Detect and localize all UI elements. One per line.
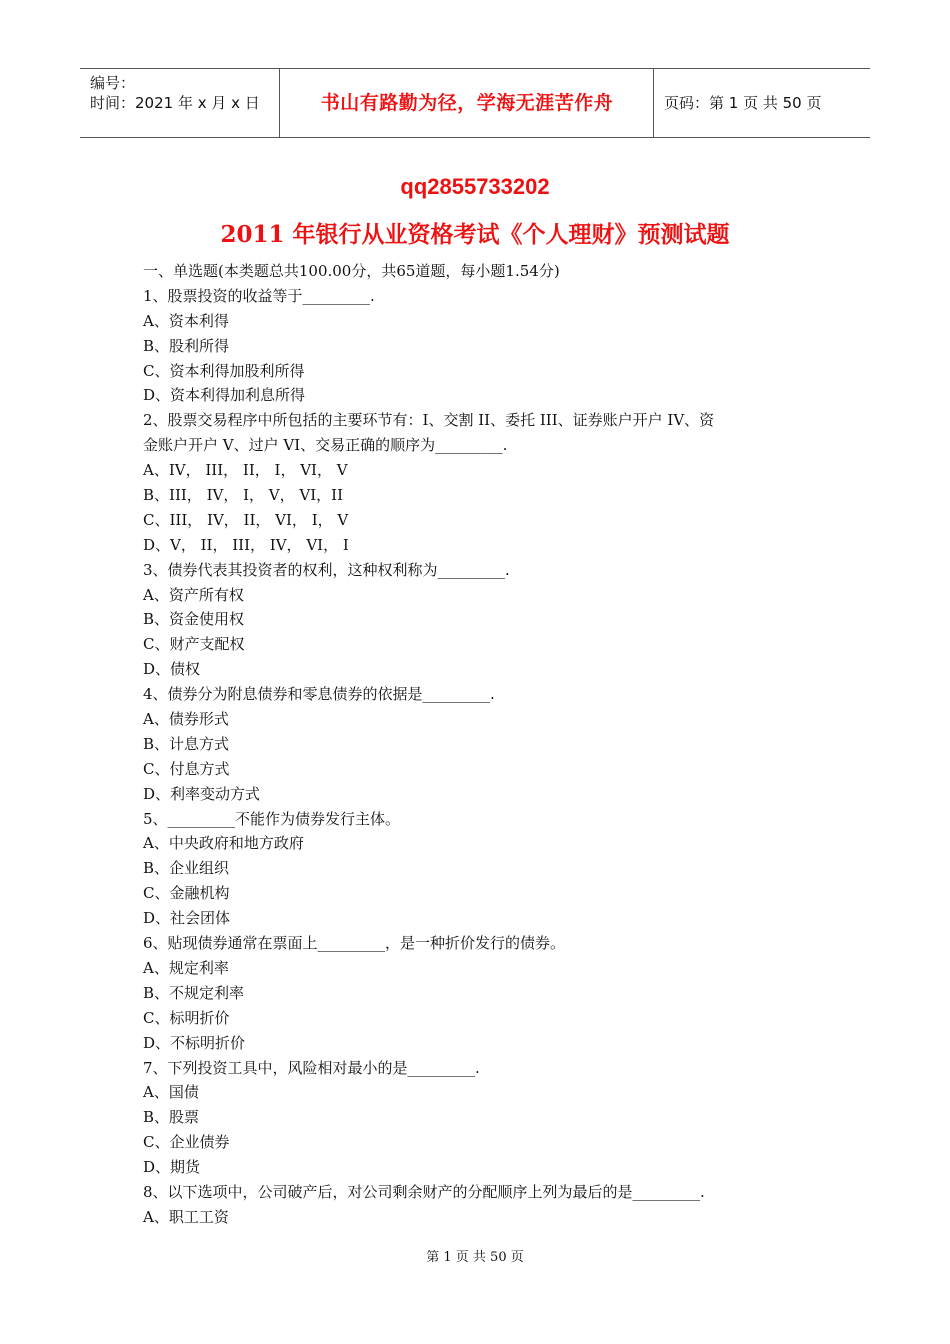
text-line: D、社会团体 xyxy=(143,909,231,928)
text-line: C、财产支配权 xyxy=(143,635,245,654)
text-line: 4、债券分为附息债券和零息债券的依据是_________. xyxy=(143,685,495,704)
text-line: C、企业债券 xyxy=(143,1133,230,1152)
text-line: C、金融机构 xyxy=(143,884,230,903)
text-line: D、债权 xyxy=(143,660,201,679)
text-line: C、付息方式 xyxy=(143,759,230,778)
text-line: B、股票 xyxy=(143,1108,200,1127)
header-motto: 书山有路勤为径，学海无涯苦作舟 xyxy=(281,69,654,137)
text-line: B、III， IV， I， V， VI，II xyxy=(143,486,343,505)
time-label: 时间：2021 年 x 月 x 日 xyxy=(90,94,260,112)
text-line: 7、下列投资工具中，风险相对最小的是_________. xyxy=(143,1058,480,1077)
text-line: D、V， II， III， IV， VI， I xyxy=(143,535,349,554)
text-line: 金账户开户 V、过户 VI、交易正确的顺序为_________. xyxy=(143,436,508,455)
text-line: A、资产所有权 xyxy=(143,585,244,604)
text-line: A、IV， III， II， I， VI， V xyxy=(143,461,348,480)
text-line: 1、股票投资的收益等于_________. xyxy=(143,286,375,305)
text-line: 一、单选题(本类题总共100.00分，共65道题，每小题1.54分) xyxy=(143,262,560,280)
text-line: 2、股票交易程序中所包括的主要环节有：I、交割 II、委托 III、证券账户开户 IV、资 xyxy=(143,411,715,430)
text-line: 8、以下选项中，公司破产后，对公司剩余财产的分配顺序上列为最后的是_________. xyxy=(143,1182,705,1201)
text-line: A、中央政府和地方政府 xyxy=(143,834,304,853)
text-line: A、资本利得 xyxy=(143,311,229,330)
text-line: A、职工工资 xyxy=(143,1207,229,1226)
text-line: C、标明折价 xyxy=(143,1008,230,1027)
text-line: B、股利所得 xyxy=(143,336,230,355)
number-label: 编号： xyxy=(90,74,136,92)
text-line: A、规定利率 xyxy=(143,958,229,977)
text-line: A、国债 xyxy=(143,1083,199,1102)
text-line: 3、债券代表其投资者的权利，这种权利称为_________. xyxy=(143,560,510,579)
text-line: D、利率变动方式 xyxy=(143,784,261,803)
text-line: D、资本利得加利息所得 xyxy=(143,386,306,405)
text-line: C、资本利得加股利所得 xyxy=(143,361,305,380)
text-line: B、资金使用权 xyxy=(143,610,245,629)
text-line: D、不标明折价 xyxy=(143,1033,246,1052)
qq-contact: qq2855733202 xyxy=(400,174,550,199)
question-body xyxy=(143,259,843,1230)
text-line: A、债券形式 xyxy=(143,710,229,729)
text-line: C、III， IV， II， VI， I， V xyxy=(143,510,349,529)
text-line: 5、_________不能作为债券发行主体。 xyxy=(143,809,401,828)
text-line: D、期货 xyxy=(143,1158,201,1177)
page-footer: 第 1 页 共 50 页 xyxy=(426,1250,524,1265)
document-title: 2011 年银行从业资格考试《个人理财》预测试题 xyxy=(220,221,730,248)
header-page-info: 页码：第 1 页 共 50 页 xyxy=(664,94,822,112)
text-line: 6、贴现债券通常在票面上_________，是一种折价发行的债券。 xyxy=(143,934,566,953)
header-meta-cell xyxy=(80,69,280,137)
header-table xyxy=(80,68,870,138)
text-line: B、企业组织 xyxy=(143,859,230,878)
text-line: B、计息方式 xyxy=(143,734,230,753)
text-line: B、不规定利率 xyxy=(143,983,245,1002)
